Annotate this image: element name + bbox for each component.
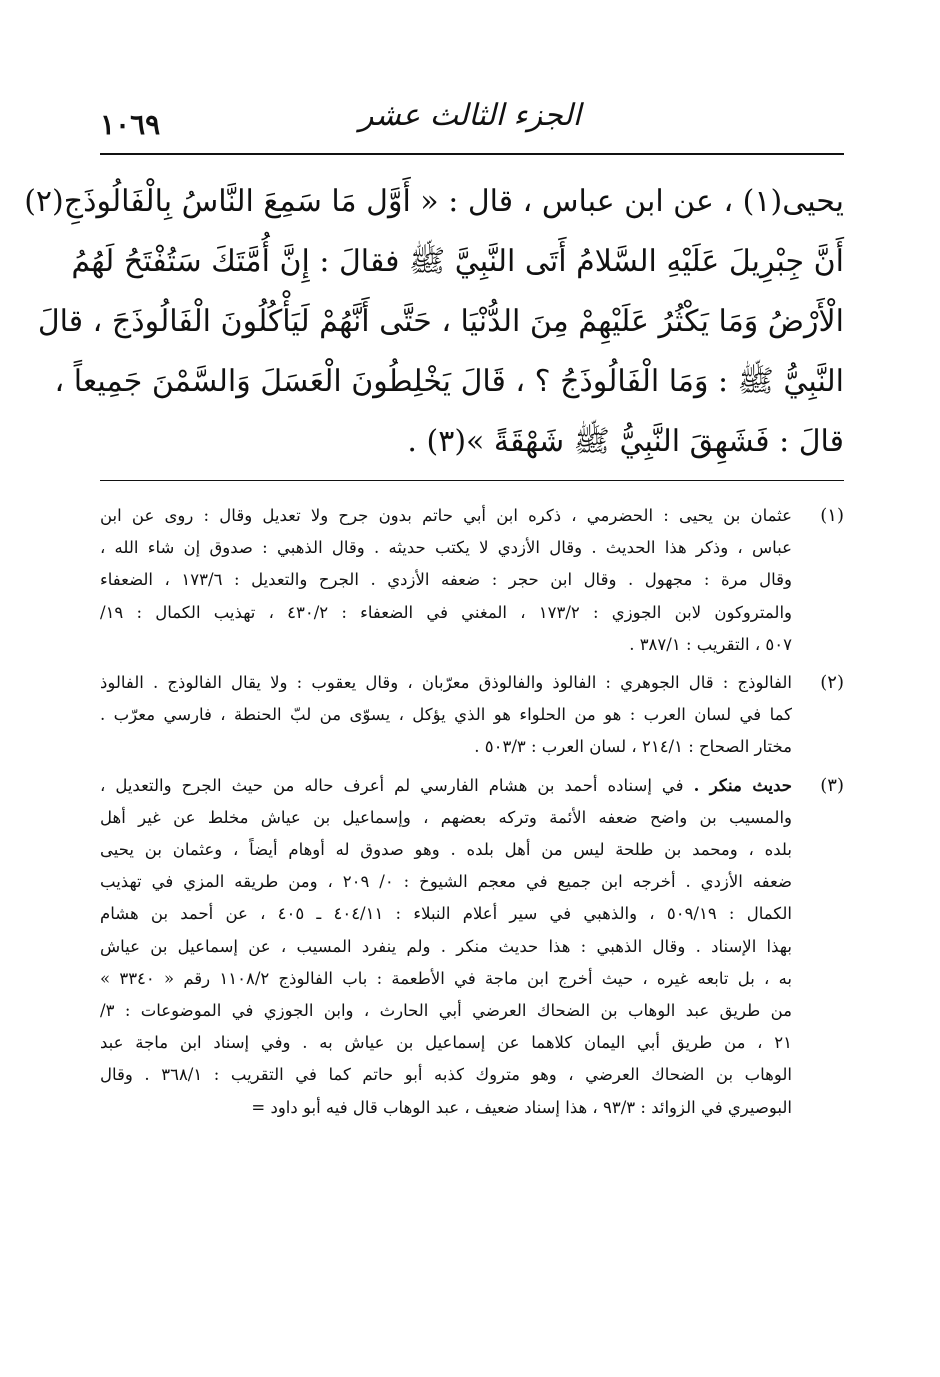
footnote-verdict: حديث منكر .	[693, 775, 792, 795]
main-text-line: أَنَّ جِبْرِيلَ عَلَيْهِ السَّلامُ أَتَى النَّبِيَّ ﷺ فقالَ : إِنَّ أُمَّتَكَ سَتُفْتَحُ لَهُمُ	[71, 244, 844, 279]
footnote-line: بلده ، ومحمد بن طلحة ليس من أهل بلده . وهو صدوق له أوهام أيضاً ، وعثمان بن يحيى	[100, 840, 792, 860]
footnote-line: ٢١ ، من طريق أبي اليمان كلاهما عن إسماعيل بن عياش به . وفي إسناد ابن ماجة عبد	[100, 1033, 792, 1053]
part-title: الجزء الثالث عشر	[358, 98, 582, 133]
footnote-divider	[100, 480, 844, 481]
footnote-marker: (١)	[820, 505, 844, 526]
footnote-marker: (٢)	[820, 672, 844, 694]
footnote-1	[100, 500, 844, 661]
footnote-line: كما في لسان العرب : هو من الحلواء هو الذي يؤكل ، يسوّى من لبّ الحنطة ، فارسي معرّب .	[100, 705, 792, 725]
footnote-line: بهذا الإسناد . وقال الذهبي : هذا حديث منكر . ولم ينفرد المسيب ، عن إسماعيل بن عياش	[100, 936, 792, 956]
page-number: ١٠٦٩	[100, 108, 161, 141]
footnote-line: مختار الصحاح : ٢١٤/١ ، لسان العرب : ٥٠٣/٣ .	[474, 737, 792, 757]
footnote-line: ٥٠٧ ، التقريب : ٣٨٧/١ .	[629, 634, 792, 654]
footnote-line: ضعفه الأزدي . أخرجه ابن جميع في معجم الشيوخ : ٠/ ٢٠٩ ، ومن طريقه المزي في تهذيب	[100, 872, 792, 892]
footnotes	[100, 500, 844, 1130]
page-header	[100, 98, 844, 154]
main-text-line: يحيى(١) ، عن ابن عباس ، قال : « أَوَّل مَا سَمِعَ النَّاسُ بِالْفَالُوذَجِ(٢)	[24, 184, 844, 219]
footnote-line: الكمال : ٥٠٩/١٩ ، والذهبي في سير أعلام النبلاء : ٤٠٤/١١ ـ ٤٠٥ ، عن أحمد بن هشام	[100, 904, 792, 924]
footnote-line: والمتروكون لابن الجوزي : ١٧٣/٢ ، المغني في الضعفاء : ٤٣٠/٢ ، تهذيب الكمال : ١٩/	[100, 602, 793, 622]
footnote-line: به ، بل تابعه غيره ، حيث أخرج ابن ماجة في الأطعمة : باب الفالوذج ١١٠٨/٢ رقم « ٣٣٤٠ »	[100, 968, 793, 988]
footnote-3	[100, 770, 844, 1124]
footnote-line: الوهاب بن الضحاك العرضي ، وهو متروك كذبه أبو حاتم كما في التقريب : ٣٦٨/١ . وقال	[100, 1065, 792, 1085]
footnote-line: من طريق عبد الوهاب بن الضحاك العرضي أبي الحارث ، وابن الجوزي في الموضوعات : ٣/	[100, 1001, 792, 1021]
footnote-line: والمسيب بن واضح ضعفه الأئمة وتركه بعضهم ، وإسماعيل بن عياش مخلط عن غير أهل	[100, 807, 792, 827]
footnote-line: عثمان بن يحيى : الحضرمي ، ذكره ابن أبي حاتم بدون جرح ولا تعديل وقال : روى عن ابن	[100, 506, 792, 525]
footnote-marker: (٣)	[820, 774, 844, 796]
main-text-line: الْأَرْضُ وَمَا يَكْثُرُ عَلَيْهِمْ مِنَ الدُّنْيَا ، حَتَّى أَنَّهُمْ لَيَأْكُلُونَ الْفَالُوذَجَ ، قالَ	[37, 304, 844, 339]
main-text	[24, 172, 844, 472]
footnote-line: الفالوذج : قال الجوهري : الفالوذ والفالوذق معرّبان ، وقال يعقوب : ولا يقال الفالوذج . الفالوذ	[100, 673, 792, 693]
footnote-line: وقال مرة : مجهول . وقال ابن حجر : ضعفه الأزدي . الجرح والتعديل : ١٧٣/٦ ، الضعفاء	[100, 570, 793, 590]
header-divider	[100, 153, 844, 155]
footnote-line: البوصيري في الزوائد : ٩٣/٣ ، هذا إسناد ضعيف ، عبد الوهاب قال فيه أبو داود =	[251, 1097, 792, 1117]
footnote-first-line	[100, 770, 792, 802]
main-text-line: قالَ : فَشَهِقَ النَّبِيُّ ﷺ شَهْقَةً »(٣) .	[407, 424, 844, 459]
footnote-2	[100, 667, 844, 764]
footnote-line: عباس ، وذكر هذا الحديث . وقال الأزدي لا يكتب حديثه . وقال الذهبي : صدوق إن شاء الله ،	[100, 538, 792, 558]
footnote-line: في إسناده أحمد بن هشام الفارسي لم أعرف حاله من حيث الجرح والتعديل ،	[100, 775, 694, 795]
main-text-line: النَّبِيُّ ﷺ : وَمَا الْفَالُوذَجُ ؟ ، قَالَ يَخْلِطُونَ الْعَسَلَ وَالسَّمْنَ جَمِيعاً ،	[54, 364, 844, 399]
